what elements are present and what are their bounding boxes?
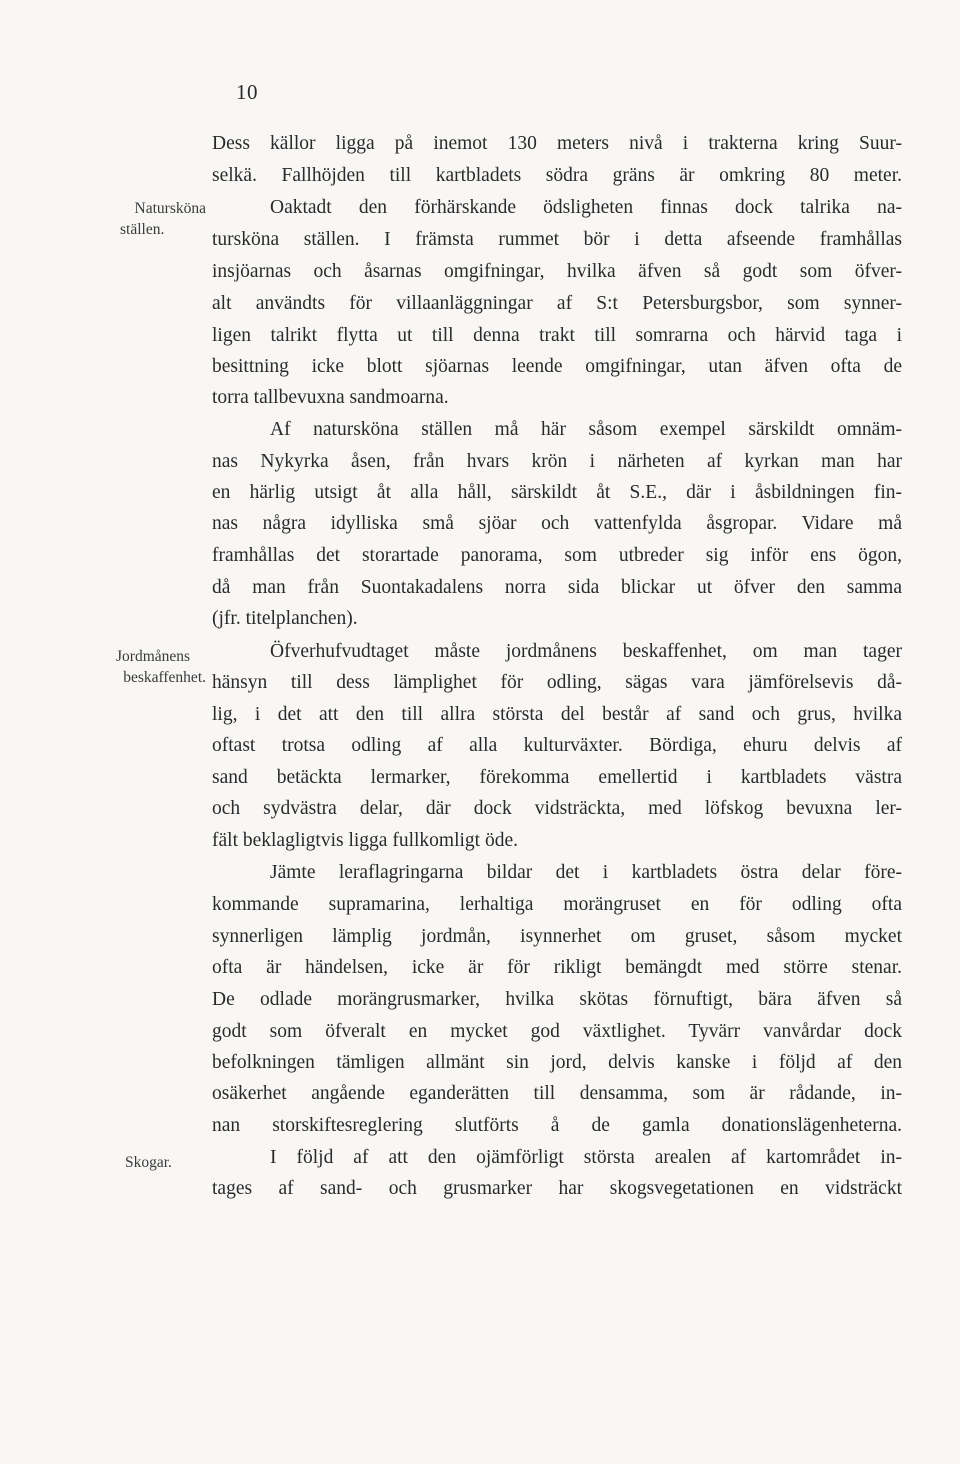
text-line: nan storskiftesreglering slutförts å de gamla donationslägenheterna. xyxy=(212,1115,902,1136)
text-line: nas några idylliska små sjöar och vattenfylda åsgropar. Vidare må xyxy=(212,513,902,534)
text-line: ligen talrikt flytta ut till denna trakt till somrarna och härvid taga i xyxy=(212,325,902,346)
margin-note-line: Skogar. xyxy=(125,1154,172,1171)
margin-note-jordmanens xyxy=(100,646,206,688)
text-line: selkä. Fallhöjden till kartbladets södra gräns är omkring 80 meter. xyxy=(212,165,902,186)
text-line: och sydvästra delar, där dock vidsträckta, med löfskog bevuxna ler- xyxy=(212,798,902,819)
text-line: sand betäckta lermarker, förekomma emellertid i kartbladets västra xyxy=(212,767,902,788)
text-line: Dess källor ligga på inemot 130 meters nivå i trakterna kring Suur- xyxy=(212,133,902,154)
margin-note-line: Jordmånens xyxy=(116,648,191,665)
text-line: tages af sand- och grusmarker har skogsvegetationen en vidsträckt xyxy=(212,1178,902,1199)
margin-note-line: beskaffenhet. xyxy=(123,669,206,686)
margin-note-naturskona xyxy=(100,198,206,240)
text-line: en härlig utsigt åt alla håll, särskildt åt S.E., där i åsbildningen fin- xyxy=(212,482,902,503)
page-number: 10 xyxy=(236,80,258,104)
text-line: osäkerhet angående eganderätten till densamma, som är rådande, in- xyxy=(212,1083,902,1104)
text-line: då man från Suontakadalens norra sida blickar ut öfver den samma xyxy=(212,577,902,598)
text-line: befolkningen tämligen allmänt sin jord, delvis kanske i följd af den xyxy=(212,1052,902,1073)
text-line: Öfverhufvudtaget måste jordmånens beskaffenhet, om man tager xyxy=(270,641,902,662)
text-line: insjöarnas och åsarnas omgifningar, hvilka äfven så godt som öfver- xyxy=(212,261,902,282)
text-line: fält beklagligtvis ligga fullkomligt öde. xyxy=(212,830,518,851)
text-line: nas Nykyrka åsen, från hvars krön i närheten af kyrkan man har xyxy=(212,451,902,472)
text-line: (jfr. titelplanchen). xyxy=(212,608,358,629)
text-line: hänsyn till dess lämplighet för odling, sägas vara jämförelsevis då- xyxy=(212,672,902,693)
text-line: Jämte leraflagringarna bildar det i kartbladets östra delar före- xyxy=(270,862,902,883)
text-line: Oaktadt den förhärskande ödsligheten finnas dock talrika na- xyxy=(270,197,902,218)
text-line: tursköna ställen. I främsta rummet bör i detta afseende framhållas xyxy=(212,229,902,250)
text-line: godt som öfveralt en mycket god växtlighet. Tyvärr vanvårdar dock xyxy=(212,1021,902,1042)
text-line: I följd af att den ojämförligt största arealen af kartområdet in- xyxy=(270,1147,902,1168)
text-line: synnerligen lämplig jordmån, isynnerhet om gruset, såsom mycket xyxy=(212,926,902,947)
text-line: besittning icke blott sjöarnas leende omgifningar, utan äfven ofta de xyxy=(212,356,902,377)
text-line: ofta är händelsen, icke är för rikligt bemängdt med större stenar. xyxy=(212,957,902,978)
text-line: torra tallbevuxna sandmoarna. xyxy=(212,387,449,408)
margin-note-line: Natursköna xyxy=(134,200,206,217)
margin-note-line: ställen. xyxy=(120,221,165,238)
margin-note-skogar xyxy=(125,1152,172,1173)
text-line: alt användts för villaanläggningar af S:t Petersburgsbor, som synner- xyxy=(212,293,902,314)
text-line: De odlade morängrusmarker, hvilka skötas förnuftigt, bära äfven så xyxy=(212,989,902,1010)
text-line: framhållas det storartade panorama, som utbreder sig inför ens ögon, xyxy=(212,545,902,566)
text-line: lig, i det att den till allra största del består af sand och grus, hvilka xyxy=(212,704,902,725)
text-line: Af natursköna ställen må här såsom exempel särskildt omnäm- xyxy=(270,419,902,440)
text-line: oftast trotsa odling af alla kulturväxter. Bördiga, ehuru delvis af xyxy=(212,735,902,756)
text-line: kommande supramarina, lerhaltiga morängruset en för odling ofta xyxy=(212,894,902,915)
